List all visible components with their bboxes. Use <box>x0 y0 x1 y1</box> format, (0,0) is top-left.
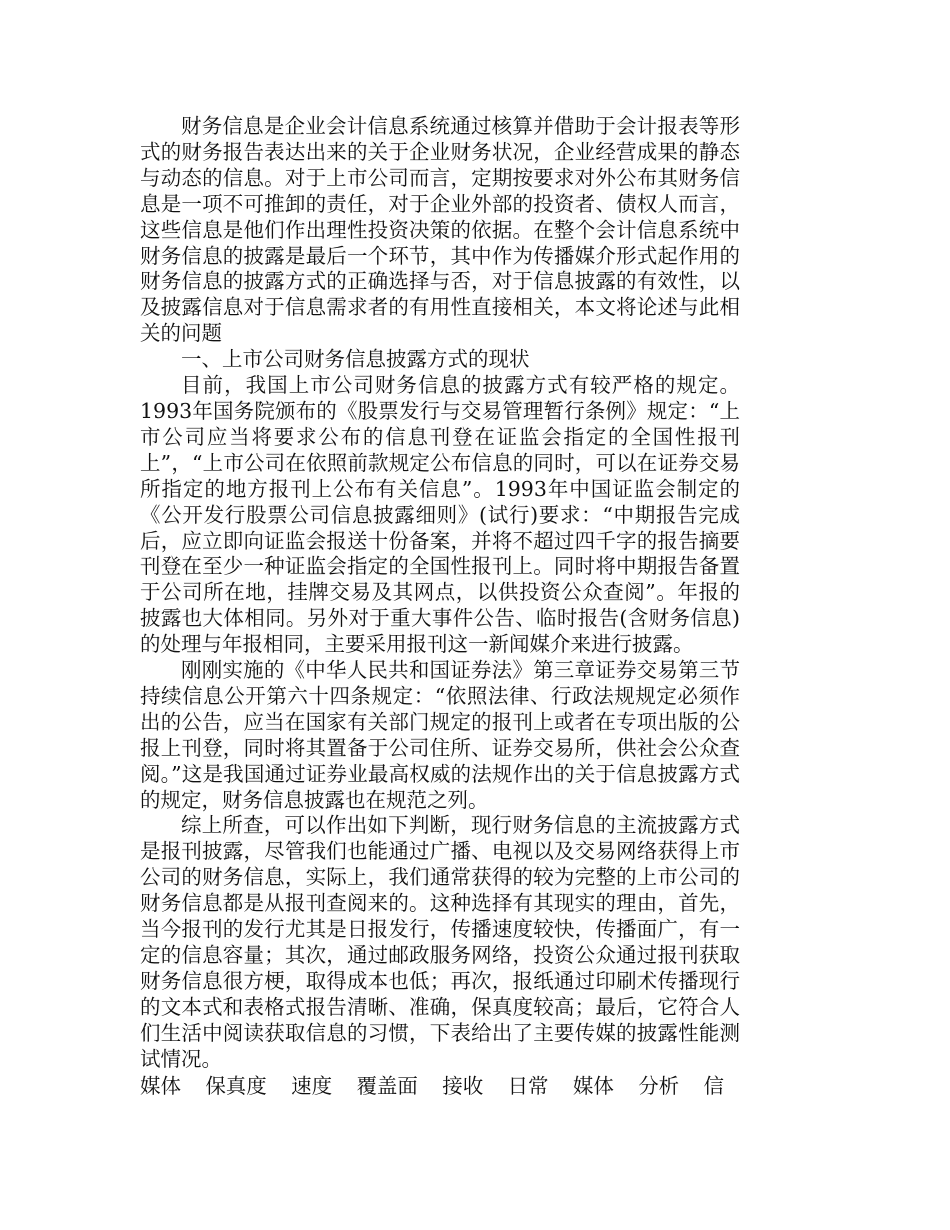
table-header-cell: 覆盖面 <box>356 1073 418 1098</box>
paragraph-intro: 财务信息是企业会计信息系统通过核算并借助于会计报表等形式的财务报告表达出来的关于企业财务状况，企业经营成果的静态与动态的信息。对于上市公司而言，定期按要求对外公布其财务信息是一项不可推卸的责任，对于企业外部的投资者、债权人而言，这些信息是他们作出理性投资决策的依据。在整个会计信息系统中财务信息的披露是最后一个环节，其中作为传播媒介形式起作用的财务信息的披露方式的正确选择与否，对于信息披露的有效性，以及披露信息对于信息需求者的有用性直接相关，本文将论述与此相关的问题 <box>140 114 740 346</box>
section-heading: 一、上市公司财务信息披露方式的现状 <box>181 347 530 372</box>
table-header-cell: 接收 <box>442 1073 484 1098</box>
table-header-cell: 信 <box>703 1073 724 1098</box>
table-header-cell: 媒体 <box>140 1073 181 1098</box>
table-header-cell: 保真度 <box>205 1073 267 1098</box>
table-header-cell: 日常 <box>507 1073 549 1098</box>
table-header-cell: 速度 <box>291 1073 333 1098</box>
paragraph-securities-law: 刚刚实施的《中华人民共和国证券法》第三章证券交易第三节持续信息公开第六十四条规定：“依照法律、行政法规规定必须作出的公告，应当在国家有关部门规定的报刊上或者在专项出版的公报上刊登，同时将其置备于公司住所、证券交易所，供社会公众查阅。”这是我国通过证券业最高权威的法规作出的关于信息披露方式的规定，财务信息披露也在规范之列。 <box>140 658 740 812</box>
paragraph-summary: 综上所查，可以作出如下判断，现行财务信息的主流披露方式是报刊披露，尽管我们也能通过广播、电视以及交易网络获得上市公司的财务信息，实际上，我们通常获得的较为完整的上市公司的财务信息都是从报刊查阅来的。这种选择有其现实的理由，首先，当今报刊的发行尤其是日报发行，传播速度较快，传播面广，有一定的信息容量；其次，通过邮政服务网络，投资公众通过报刊获取财务信息很方梗，取得成本也低；再次，报纸通过印刷术传播现行的文本式和表格式报告清晰、准确，保真度较高；最后，它符合人们生活中阅读获取信息的习惯，下表给出了主要传媒的披露性能测试情况。 <box>140 813 740 1071</box>
table-header-row <box>140 1074 724 1100</box>
document-body <box>140 114 740 1099</box>
paragraph-current-regulations: 目前，我国上市公司财务信息的披露方式有较严格的规定。1993年国务院颁布的《股票发行与交易管理暂行条例》规定：“上市公司应当将要求公布的信息刊登在证监会指定的全国性报刊上”，“上市公司在依照前款规定公布信息的同时，可以在证券交易所指定的地方报刊上公布有关信息”。1993年中国证监会制定的《公开发行股票公司信息披露细则》(试行)要求：“中期报告完成后，应立即向证监会报送十份备案，并将不超过四千字的报告摘要刊登在至少一种证监会指定的全国性报刊上。同时将中期报告备置于公司所在地，挂牌交易及其网点，以供投资公众查阅”。年报的披露也大体相同。另外对于重大事件公告、临时报告(含财务信息)的处理与年报相同，主要采用报刊这一新闻媒介来进行披露。 <box>140 373 740 657</box>
table-header-cell: 分析 <box>638 1073 680 1098</box>
table-header-cell: 媒体 <box>572 1073 614 1098</box>
